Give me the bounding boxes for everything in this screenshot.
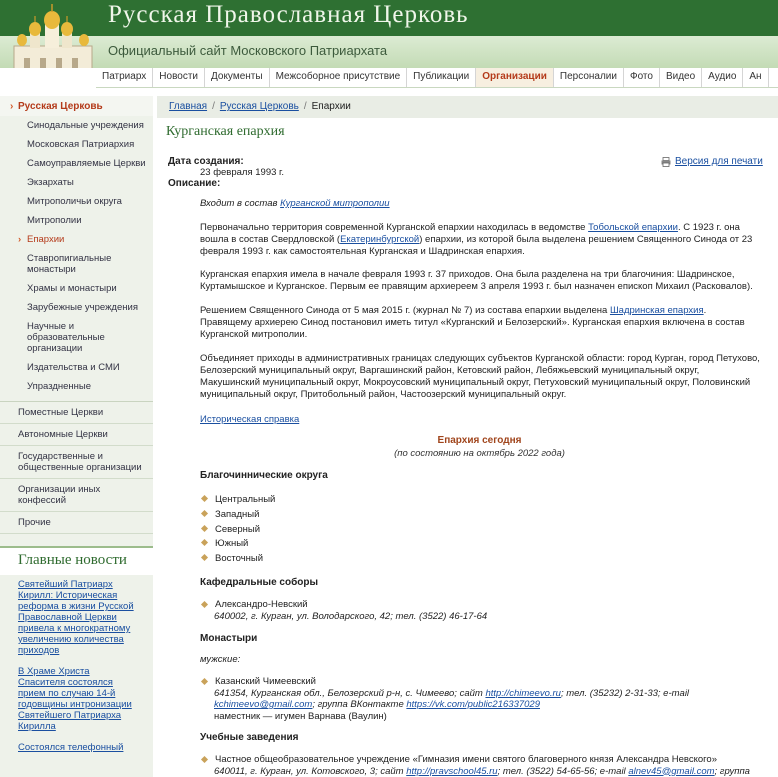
p3-text: . Правящему архиерею Синод постановил иметь титул «Курганский и Белозерский». Курганская епархия включена в состав Курганской митрополии. [200,305,745,340]
school-contacts [214,766,778,777]
cathedral-name: Александро-Невский [215,599,308,610]
sidebar-item-exarchates[interactable]: Экзархаты [27,177,74,188]
monastery-head: наместник — игумен Варнава (Ваулин) [214,710,387,722]
nav-more[interactable]: Ан [743,68,768,87]
school-phone: ; тел. (3522) 54-65-56; e-mail [497,765,626,777]
school-name: Частное общеобразовательное учреждение «Гимназия имени святого благоверного князя Александра Невского» [215,754,717,765]
nav-organizations[interactable]: Организации [476,68,554,87]
sidebar-section-russian-church[interactable]: › Русская Церковь [0,96,153,116]
monastery-contacts-2 [214,699,778,711]
cathedral-entry [200,599,778,622]
monastery-contacts [214,688,778,700]
list-item [200,538,248,549]
list-item [200,524,260,535]
cathedrals-heading: Кафедральные соборы [200,577,319,588]
monastery-name: Казанский Чимеевский [215,676,316,687]
news-heading: Главные новости [0,546,153,575]
breadcrumb-current: Епархии [311,101,351,112]
monasteries-heading: Монастыри [200,633,258,644]
deanery-name: Восточный [215,553,264,564]
sidebar-item-other[interactable]: Прочие [0,512,153,534]
monastery-email-link[interactable]: kchimeevo@gmail.com [214,699,313,710]
bullet-icon [201,525,208,532]
monastery-address: 641354, Курганская обл., Белозерский р-н, с. Чимеево; сайт [214,687,483,699]
breadcrumb-separator: / [212,101,215,112]
sidebar-item-abolished[interactable]: Упраздненные [27,381,92,392]
history-paragraph-1 [200,222,760,258]
p1-text: . С 1923 г. она вошла в состав Свердловской ( [200,222,740,245]
news-link[interactable]: Состоялся телефонный [18,742,124,753]
sidebar-item-stavropegial[interactable]: Ставропигиальные монастыри [27,253,112,275]
sidebar [0,96,153,777]
bullet-icon [201,554,208,561]
bullet-icon [201,678,208,685]
school-email-link[interactable]: alnev45@gmail.com [628,765,715,777]
today-subheading: (по состоянию на октябрь 2022 года) [394,448,565,459]
site-title[interactable]: Русская Православная Церковь [108,1,469,28]
schools-heading: Учебные заведения [200,732,299,743]
sidebar-item-other-confessions[interactable]: Организации иных конфессий [0,479,153,512]
sidebar-item-dioceses[interactable]: › Епархии [0,230,153,249]
list-item [200,509,259,520]
breadcrumb-russian-church[interactable]: Русская Церковь [219,101,299,112]
nav-publications[interactable]: Публикации [407,68,476,87]
nav-news[interactable]: Новости [153,68,205,87]
monastery-phone: ; тел. (35232) 2-31-33; e-mail [560,687,690,699]
nav-audio[interactable]: Аудио [702,68,743,87]
bullet-icon [201,539,208,546]
page-title: Курганская епархия [166,124,285,139]
history-link-row [200,414,760,426]
bullet-icon [201,756,208,763]
breadcrumb-separator: / [303,101,307,112]
sidebar-item-state-orgs[interactable]: Государственные и общественные организации [0,446,153,479]
list-item [200,494,275,505]
sidebar-item-churches[interactable]: Храмы и монастыри [27,283,117,294]
sidebar-item-metropolises[interactable]: Митрополии [27,215,82,226]
monasteries-male-label: мужские: [200,654,241,665]
list-item [200,553,263,564]
deanery-name: Центральный [215,494,276,505]
school-address: 640011, г. Курган, ул. Котовского, 3; сайт [214,765,404,777]
historical-reference-link[interactable]: Историческая справка [200,414,300,425]
monastery-site-link[interactable]: http://chimeevo.ru [485,687,561,699]
p3-text: Решением Священного Синода от 5 мая 2015 г. (журнал № 7) из состава епархии выделена [200,305,608,316]
today-heading: Епархия сегодня [437,435,522,446]
deanery-name: Южный [215,538,249,549]
created-value: 23 февраля 1993 г. [200,167,284,178]
sidebar-item-local-churches[interactable]: Поместные Церкви [0,402,153,424]
nav-video[interactable]: Видео [660,68,702,87]
bullet-icon [201,510,208,517]
deanery-name: Западный [215,509,260,520]
sidebar-item-autonomous[interactable]: Автономные Церкви [0,424,153,446]
main-content [157,96,778,777]
p1-text: ) епархии, из которой была выделена решением Священного Синода от 23 февраля 1993 г. как самостоятельная Курганская и Шадринская епархия. [200,234,753,257]
top-nav [96,68,778,88]
cathedral-logo-icon[interactable] [0,0,100,68]
news-link[interactable]: В Храме Христа Спасителя состоялся прием по случаю 14-й годовщины интронизации Святейшего Патриарха Кирилла [18,666,132,732]
metropolis-link[interactable]: Курганской митрополии [280,198,390,209]
territory-paragraph: Объединяет приходы в административных границах следующих субъектов Курганской области: город Курган, город Петухово, Белозерский муниципальный округ, Варгашинский район, Кетовский район, Лебяжьевский муниципальный округ, Макушинский муниципальный округ, Мокроусовский муниципальный округ, Петуховский муниципальный округ, Половинский муниципальный округ, Притобольный район, Частоозерский муниципальный округ. [200,353,760,400]
breadcrumb [157,96,778,118]
sidebar-item-foreign[interactable]: Зарубежные учреждения [27,302,138,313]
sidebar-item-selfgoverned[interactable]: Самоуправляемые Церкви [27,158,146,169]
cathedral-address: 640002, г. Курган, ул. Володарского, 42; тел. (3522) 46-17-64 [214,610,488,622]
created-label: Дата создания: [168,156,244,167]
ekaterinburg-link[interactable]: Екатеринбургской [340,234,420,245]
shadrinsk-link[interactable]: Шадринская епархия [609,305,704,316]
school-group-label: ; группа [714,765,750,777]
sidebar-item-metropolitan-districts[interactable]: Митрополичьи округа [27,196,122,207]
history-paragraph-3 [200,305,760,341]
bullet-icon [201,495,208,502]
bullet-icon [201,601,208,608]
printer-icon[interactable] [661,157,671,167]
intro-prefix: Входит в состав [200,198,278,209]
history-paragraph-2: Курганская епархия имела в начале февраля 1993 г. 37 приходов. Она была разделена на три благочиния: Шадринское, Куртамышское и Курганское. Первым ее правящим архиереем 3 апреля 1993 г. был назначен епископ Михаил (Расковалов). [200,269,753,292]
site-header [0,0,778,68]
breadcrumb-home[interactable]: Главная [169,101,208,112]
nav-documents[interactable]: Документы [205,68,270,87]
nav-patriarch[interactable]: Патриарх [96,68,153,87]
school-site-link[interactable]: http://pravschool45.ru [406,765,498,777]
monastery-vk-link[interactable]: https://vk.com/public216337029 [406,699,540,710]
description-label: Описание: [168,178,221,189]
p1-text: Первоначально территория современной Курганской епархии находилась в ведомстве [200,222,586,233]
print-version-link[interactable]: Версия для печати [675,156,763,167]
sidebar-item-patriarchate[interactable]: Московская Патриархия [27,139,135,150]
deaneries-heading: Благочиннические округа [200,470,328,481]
intro-paragraph [200,198,760,210]
sidebar-item-education[interactable]: Научные и образовательные организации [27,321,105,354]
tobolsk-link[interactable]: Тобольской епархии [588,222,678,233]
monastery-entry [200,676,778,722]
monastery-vk-label: ; группа ВКонтакте [312,699,404,710]
nav-photo[interactable]: Фото [624,68,660,87]
sidebar-item-media[interactable]: Издательства и СМИ [27,362,120,373]
nav-intercouncil[interactable]: Межсоборное присутствие [270,68,408,87]
deanery-name: Северный [215,524,261,535]
nav-persons[interactable]: Персоналии [554,68,624,87]
school-entry [200,754,778,777]
sidebar-item-synodal[interactable]: Синодальные учреждения [27,120,144,131]
site-subtitle: Официальный сайт Московского Патриархата [108,43,388,58]
news-link[interactable]: Святейший Патриарх Кирилл: Историческая реформа в жизни Русской Православной Церкви привела к многократному увеличению количества приходов [18,579,134,656]
